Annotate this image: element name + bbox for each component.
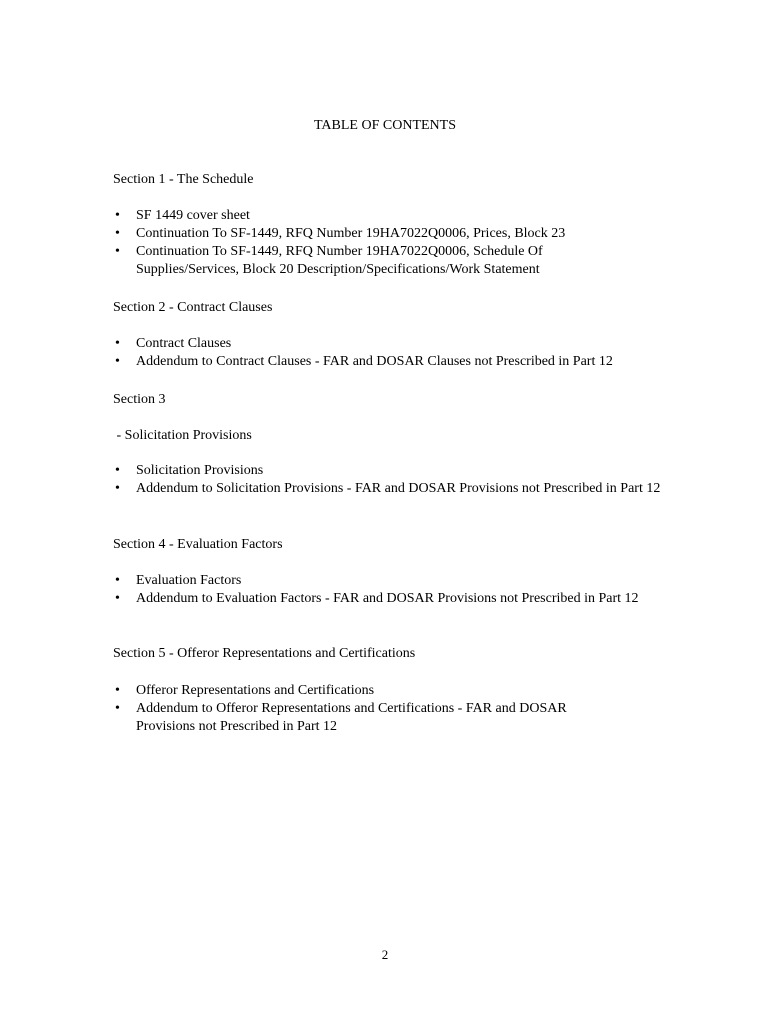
bullet-icon: • xyxy=(115,226,120,241)
section-1-heading: Section 1 - The Schedule xyxy=(113,172,254,187)
section-5-heading: Section 5 - Offeror Representations and Certifications xyxy=(113,646,416,661)
section-3-list xyxy=(113,462,673,498)
page-number: 2 xyxy=(381,947,389,962)
list-item xyxy=(113,335,673,353)
list-item xyxy=(113,353,673,371)
section-2-list xyxy=(113,335,673,371)
bullet-icon: • xyxy=(115,336,120,351)
list-item-text: Addendum to Offeror Representations and Certifications - FAR and DOSAR Provisions not Prescribed in Part 12 xyxy=(136,701,567,734)
bullet-icon: • xyxy=(115,244,120,259)
section-3-subheading: - Solicitation Provisions xyxy=(113,428,252,443)
list-item-text: Evaluation Factors xyxy=(136,573,242,588)
list-item-text: Addendum to Contract Clauses - FAR and DOSAR Clauses not Prescribed in Part 12 xyxy=(136,354,613,369)
bullet-icon: • xyxy=(115,481,120,496)
section-4-list xyxy=(113,572,673,608)
section-2-heading: Section 2 - Contract Clauses xyxy=(113,300,273,315)
list-item xyxy=(113,590,641,608)
list-item xyxy=(113,225,673,243)
list-item xyxy=(113,700,616,736)
list-item-text: Continuation To SF-1449, RFQ Number 19HA7022Q0006, Schedule Of Supplies/Services, Block 20 Description/Specifications/Work Statement xyxy=(136,244,543,277)
bullet-icon: • xyxy=(115,683,120,698)
bullet-icon: • xyxy=(115,573,120,588)
list-item xyxy=(113,207,673,225)
list-item xyxy=(113,480,664,498)
bullet-icon: • xyxy=(115,354,120,369)
list-item-text: Contract Clauses xyxy=(136,336,232,351)
bullet-icon: • xyxy=(115,463,120,478)
list-item-text: Continuation To SF-1449, RFQ Number 19HA7022Q0006, Prices, Block 23 xyxy=(136,226,566,241)
list-item xyxy=(113,682,673,700)
list-item-text: SF 1449 cover sheet xyxy=(136,208,250,223)
section-1-list xyxy=(113,207,673,279)
section-4-heading: Section 4 - Evaluation Factors xyxy=(113,537,283,552)
list-item-text: Addendum to Solicitation Provisions - FAR and DOSAR Provisions not Prescribed in Part 12 xyxy=(136,481,661,496)
list-item-text: Offeror Representations and Certifications xyxy=(136,683,375,698)
section-5-list xyxy=(113,682,673,736)
list-item xyxy=(113,243,586,279)
list-item xyxy=(113,462,673,480)
list-item xyxy=(113,572,673,590)
bullet-icon: • xyxy=(115,208,120,223)
list-item-text: Solicitation Provisions xyxy=(136,463,264,478)
section-3-heading: Section 3 xyxy=(113,392,166,407)
toc-title: TABLE OF CONTENTS xyxy=(314,118,456,133)
list-item-text: Addendum to Evaluation Factors - FAR and DOSAR Provisions not Prescribed in Part 12 xyxy=(136,591,639,606)
bullet-icon: • xyxy=(115,591,120,606)
bullet-icon: • xyxy=(115,701,120,716)
